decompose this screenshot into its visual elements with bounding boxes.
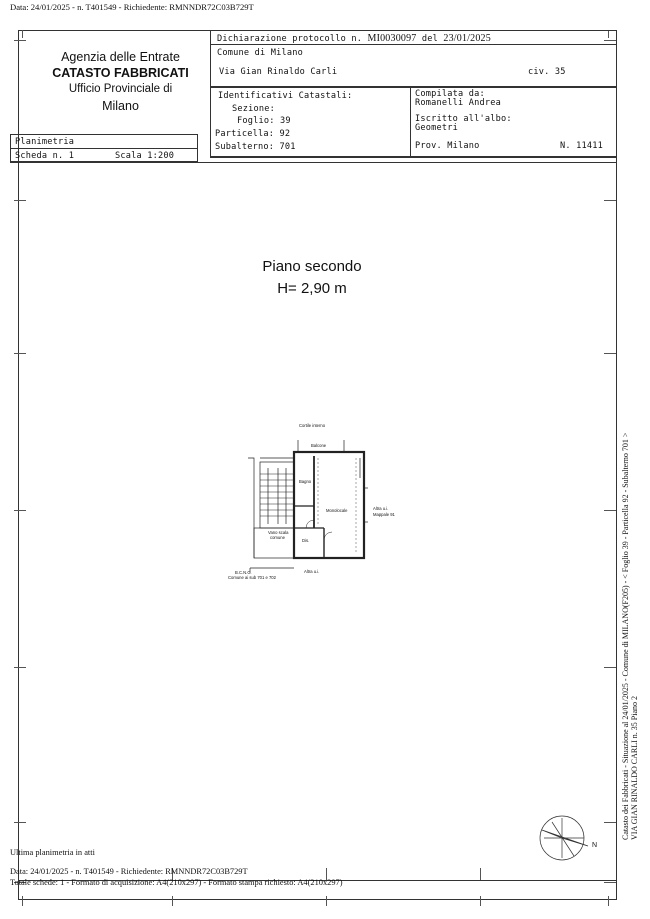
compilata-label: Compilata da:	[415, 89, 485, 99]
side-text-line1: Catasto dei Fabbricati - Situazione al 24/01/2025 - Comune di MILANO(F205) - < Foglio 39 - Particella 92 - Subalterno 701 >	[621, 432, 630, 840]
agency-city: Milano	[102, 99, 139, 113]
compass-north-label: N	[592, 842, 598, 849]
plan-label-comune-sub: Comune ai sub 701 e 702	[228, 575, 276, 580]
identificativi-title: Identificativi Catastali:	[218, 91, 353, 101]
iscritto-numero: N. 11411	[560, 141, 603, 151]
declaration-label: Dichiarazione protocollo n.	[217, 34, 363, 44]
declaration-del: del	[421, 34, 439, 44]
side-text-line2: VIA GIAN RINALDO CARLI n. 35 Piano 2	[630, 696, 639, 840]
plan-label-altra-ud: Altra u.i.	[373, 506, 389, 511]
planimetria-scheda: Scheda n. 1	[15, 151, 75, 161]
identificativi-sezione: Sezione:	[232, 104, 275, 114]
identificativi-particella: Particella: 92	[215, 129, 291, 139]
plan-label-balcone: Balcone	[311, 443, 327, 448]
declaration-line	[217, 33, 491, 44]
plan-label-cortile: Cortile interno	[299, 423, 326, 428]
iscritto-prov: Prov. Milano	[415, 141, 480, 151]
identificativi-subalterno: Subalterno: 701	[215, 142, 296, 152]
plan-label-comune: comune	[270, 535, 285, 540]
footer-ultima-planimetria: Ultima planimetria in atti	[10, 848, 95, 857]
plan-label-mappale: Mappale 91	[373, 512, 395, 517]
agency-name: Agenzia delle Entrate	[61, 50, 180, 64]
planimetria-label: Planimetria	[15, 137, 75, 147]
comune-line: Comune di Milano	[217, 48, 303, 58]
plan-label-vano-scala: Vano scala	[268, 530, 289, 535]
planimetria-scala: Scala 1:200	[115, 151, 175, 161]
iscritto-albo: Geometri	[415, 123, 458, 133]
agency-catasto: CATASTO FABBRICATI	[52, 66, 189, 80]
address-line: Via Gian Rinaldo Carli	[219, 67, 338, 77]
compilata-name: Romanelli Andrea	[415, 98, 501, 108]
iscritto-label: Iscritto all'albo:	[415, 114, 512, 124]
footer-request-line: Data: 24/01/2025 - n. T401549 - Richiedente: RMNNDR72C03B729T	[10, 867, 248, 876]
plan-label-dis: Dis.	[302, 538, 310, 543]
plan-height: H= 2,90 m	[277, 280, 347, 297]
plan-label-bcnc: B.C.N.C.	[235, 570, 252, 575]
top-request-line: Data: 24/01/2025 - n. T401549 - Richiedente: RMNNDR72C03B729T	[10, 2, 254, 12]
civic-number: civ. 35	[528, 67, 566, 77]
plan-label-altra-ud-bottom: Altra u.i.	[304, 569, 320, 574]
identificativi-foglio: Foglio: 39	[237, 116, 291, 126]
floor-plan-drawing	[220, 418, 400, 588]
footer-total-line: Totale schede: 1 - Formato di acquisizione: A4(210x297) - Formato stampa richiesto: A4(210x297)	[10, 878, 343, 887]
plan-floor-title: Piano secondo	[262, 258, 362, 275]
north-arrow-icon	[532, 808, 602, 868]
agency-ufficio: Ufficio Provinciale di	[68, 83, 173, 95]
declaration-number: MI0030097	[367, 33, 417, 44]
declaration-date: 23/01/2025	[443, 33, 491, 44]
plan-label-bagno: Bagno	[299, 479, 312, 484]
plan-label-monolocale: Monolocale	[326, 508, 348, 513]
